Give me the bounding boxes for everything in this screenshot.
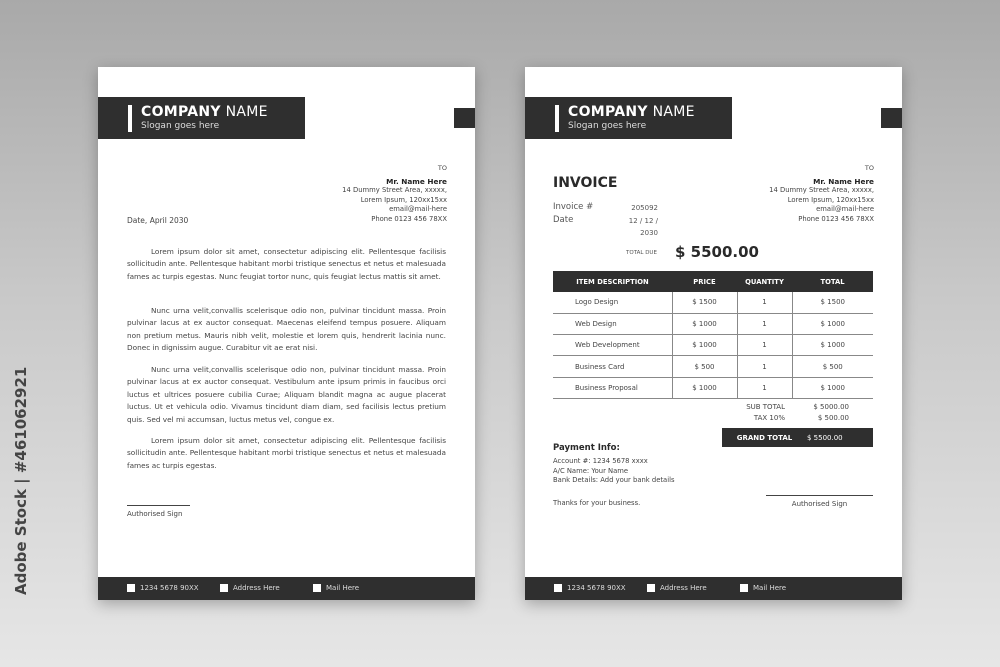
header-tab-decoration [454, 108, 475, 128]
item-quantity: 1 [737, 335, 792, 356]
item-quantity: 1 [737, 377, 792, 398]
address-icon [647, 584, 655, 592]
mail-icon [740, 584, 748, 592]
account-number: Account #: 1234 5678 xxxx [553, 457, 648, 465]
item-quantity: 1 [737, 292, 792, 313]
item-price: $ 1000 [672, 313, 737, 334]
item-total: $ 500 [792, 356, 873, 377]
invoice-meta-values [613, 202, 658, 240]
item-price: $ 500 [672, 356, 737, 377]
header-accent-bar [128, 105, 132, 132]
item-total: $ 1000 [792, 335, 873, 356]
header-tab-decoration [881, 108, 902, 128]
col-header-description: ITEM DESCRIPTION [553, 271, 672, 292]
recipient-name: Mr. Name Here [813, 176, 874, 186]
table-row [553, 313, 873, 334]
item-total: $ 1000 [792, 377, 873, 398]
invoice-date-label: Date [553, 214, 574, 225]
footer-address-text: Address Here [233, 584, 280, 592]
footer-bar [525, 577, 902, 600]
recipient-phone: Phone 0123 456 78XX [371, 214, 447, 223]
company-slogan: Slogan goes here [141, 121, 220, 131]
footer-mail-text: Mail Here [326, 584, 360, 592]
phone-icon [554, 584, 562, 592]
col-header-quantity: QUANTITY [737, 271, 792, 292]
table-row [553, 377, 873, 398]
company-name [141, 104, 268, 120]
item-quantity: 1 [737, 356, 792, 377]
tax-label: TAX 10% [753, 414, 785, 422]
header-accent-bar [555, 105, 559, 132]
item-description: Business Proposal [553, 377, 672, 398]
recipient-phone: Phone 0123 456 78XX [798, 214, 874, 223]
payment-info-title: Payment Info: [553, 443, 620, 453]
thanks-note: Thanks for your business. [553, 499, 641, 507]
footer-address [647, 584, 707, 592]
col-header-total: TOTAL [792, 271, 873, 292]
footer-mail [313, 584, 359, 592]
item-description: Web Development [553, 335, 672, 356]
recipient-block [769, 164, 874, 225]
recipient-email: email@mail-here [389, 205, 447, 214]
address-icon [220, 584, 228, 592]
payment-info [553, 457, 675, 486]
to-label: TO [437, 164, 447, 172]
invoice-number: 205092 [631, 204, 658, 212]
company-header [98, 97, 305, 139]
footer-bar [98, 577, 475, 600]
item-description: Business Card [553, 356, 672, 377]
footer-phone [554, 584, 626, 592]
signature-label: Authorised Sign [127, 510, 183, 518]
letterhead-page [98, 67, 475, 600]
invoice-items-table [553, 271, 873, 399]
footer-address [220, 584, 280, 592]
company-name-light: NAME [225, 104, 268, 120]
grand-total-bar [722, 428, 873, 447]
company-slogan: Slogan goes here [568, 121, 647, 131]
footer-mail-text: Mail Here [753, 584, 787, 592]
bank-details: Bank Details: Add your bank details [553, 476, 675, 485]
footer-phone-text: 1234 5678 90XX [140, 584, 199, 592]
total-due-amount: $ 5500.00 [675, 243, 759, 261]
item-price: $ 1000 [672, 377, 737, 398]
signature-line [766, 495, 873, 496]
phone-icon [127, 584, 135, 592]
company-header [525, 97, 732, 139]
stock-id-label: Adobe Stock | #461062921 [12, 366, 30, 595]
table-row [553, 335, 873, 356]
item-description: Logo Design [553, 292, 672, 313]
signature-line [127, 505, 190, 506]
signature-label: Authorised Sign [791, 500, 848, 508]
recipient-address1: 14 Dummy Street Area, xxxxx, [342, 186, 447, 195]
item-total: $ 1000 [792, 313, 873, 334]
invoice-meta-labels [553, 201, 593, 226]
letter-paragraph: Lorem ipsum dolor sit amet, consectetur adipiscing elit. Pellentesque facilisis sollicitudin ante. Pellentesque habitant morbi tristique senectus et netus et malesuada fames ac turpis egestas. Nunc feugiat tortor nunc, quis feugiat lectus mattis sit amet. [127, 247, 446, 281]
mail-icon [313, 584, 321, 592]
to-label: TO [864, 164, 874, 172]
recipient-name: Mr. Name Here [386, 176, 447, 186]
letter-paragraph: Nunc urna velit,convallis scelerisque odio non, pulvinar tincidunt massa. Proin pulvinar lacus at ex auctor consequat. Maecenas eleifend tempus posuere. Aliquam non pretium metus. Mauris nibh velit, molestie et lorem quis, hendrerit lacinia nunc. Donec in dignissim augue. Curabitur vit ae erat nisi. [127, 306, 446, 353]
footer-address-text: Address Here [660, 584, 707, 592]
account-name: A/C Name: Your Name [553, 466, 629, 475]
footer-phone-text: 1234 5678 90XX [567, 584, 626, 592]
item-quantity: 1 [737, 313, 792, 334]
company-name-bold: COMPANY [568, 104, 648, 120]
recipient-block [342, 164, 447, 225]
grand-total-label: GRAND TOTAL [736, 433, 793, 442]
table-row [553, 292, 873, 313]
invoice-date: 12 / 12 / 2030 [628, 216, 658, 237]
item-description: Web Design [553, 313, 672, 334]
invoice-title: INVOICE [553, 175, 618, 191]
letter-paragraph: Nunc urna velit,convallis scelerisque odio non, pulvinar tincidunt massa. Proin pulvinar lacus at ex auctor consequat. Vestibulum ante ipsum primis in faucibus orci luctus et ultrices posuere cubilia Curae; Aliquam blandit magna ac augue placerat luctus. Ut et vehicula odio. Vivamus tincidunt diam diam, sed facilisis lectus pretium quis. Sed vel mi accumsan, luctus metus vel, congue ex. [127, 365, 446, 424]
grand-total-value: $ 5500.00 [807, 433, 843, 442]
letter-paragraph: Lorem ipsum dolor sit amet, consectetur adipiscing elit. Pellentesque facilisis sollicitudin ante. Pellentesque habitant morbi tristique senectus et netus et malesuada fames ac turpis egestas. [127, 436, 446, 470]
company-name-bold: COMPANY [141, 104, 221, 120]
signature-block [766, 495, 873, 508]
item-price: $ 1000 [672, 335, 737, 356]
recipient-address1: 14 Dummy Street Area, xxxxx, [769, 186, 874, 195]
totals-block [721, 402, 873, 424]
recipient-email: email@mail-here [816, 205, 874, 214]
signature-block [127, 505, 190, 518]
recipient-address2: Lorem Ipsum, 120xx15xx [787, 195, 874, 204]
item-price: $ 1500 [672, 292, 737, 313]
letter-date: Date, April 2030 [127, 216, 189, 225]
table-row [553, 356, 873, 377]
footer-phone [127, 584, 199, 592]
col-header-price: PRICE [672, 271, 737, 292]
item-total: $ 1500 [792, 292, 873, 313]
subtotal-value: $ 5000.00 [813, 403, 849, 411]
table-header-row [553, 271, 873, 292]
invoice-page [525, 67, 902, 600]
company-name-light: NAME [652, 104, 695, 120]
invoice-number-label: Invoice # [553, 202, 594, 212]
total-due-label: TOTAL DUE [626, 250, 657, 256]
recipient-address2: Lorem Ipsum, 120xx15xx [360, 195, 447, 204]
tax-value: $ 500.00 [817, 414, 849, 422]
company-name [568, 104, 695, 120]
footer-mail [740, 584, 786, 592]
subtotal-label: SUB TOTAL [746, 403, 785, 411]
